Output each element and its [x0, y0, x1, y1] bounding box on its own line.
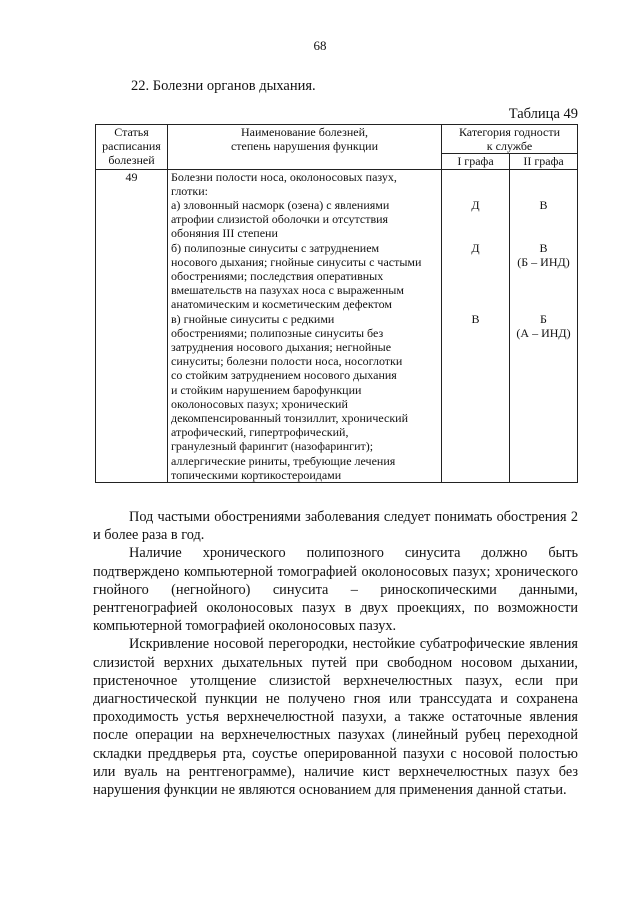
item-b-line: носового дыхания; гнойные синуситы с частыми: [171, 254, 422, 269]
paragraph: Под частыми обострениями заболевания следует понимать обострения 2 и более раза в год.: [93, 509, 578, 544]
fitness-table: [95, 124, 578, 483]
section-title: 22. Болезни органов дыхания.: [131, 78, 316, 94]
item-c-line: гранулезный фарингит (назофарингит);: [171, 439, 374, 454]
grade-2-item-c: Б: [540, 311, 547, 326]
item-b-line: обострениями; последствия оперативных: [171, 269, 384, 284]
grade-column-1: [442, 169, 510, 482]
item-b-line: б) полипозные синуситы с затруднением: [171, 240, 380, 255]
item-c-line: синуситы; болезни полости носа, носоглотки: [171, 354, 403, 369]
item-c-line: затруднения носового дыхания; негнойные: [171, 340, 392, 355]
paragraph: Наличие хронического полипозного синусита должно быть подтверждено компьютерной томографией околоносовых пазух; хронического гнойного (негнойного) синусита – риноскопическими данными, рентгенографией околоносовых пазух в двух проекциях, по возможности компьютерной томографией околоносовых пазух.: [93, 545, 578, 635]
grade-1-item-b: Д: [471, 240, 480, 255]
header-column-2: II графа: [510, 154, 578, 169]
grade-2-item-a: В: [539, 198, 548, 213]
grade-2-item-c-note: (А – ИНД): [516, 325, 571, 340]
item-a-line: обоняния III степени: [171, 226, 278, 241]
grade-column-2: [510, 169, 578, 482]
item-c-line: атрофический, гипертрофический,: [171, 425, 349, 440]
page-number: 68: [313, 38, 327, 53]
header-column-1: I графа: [442, 154, 510, 169]
grade-1-item-a: Д: [471, 198, 480, 213]
grade-1-item-c: В: [471, 311, 480, 326]
item-c-line: обострениями; полипозные синуситы без: [171, 325, 384, 340]
grade-2-item-b-note: (Б – ИНД): [517, 254, 570, 269]
item-c-line: аллергические риниты, требующие лечения: [171, 453, 396, 468]
table-header-row: [96, 125, 578, 154]
item-a-line: атрофии слизистой оболочки и отсутствия: [171, 212, 389, 227]
item-c-line: декомпенсированный тонзиллит, хронический: [171, 411, 409, 426]
item-a-line: а) зловонный насморк (озена) с явлениями: [171, 198, 390, 213]
grade-2-item-b: В: [539, 240, 548, 255]
item-c-line: топическими кортикостероидами: [171, 467, 342, 482]
item-c-line: в) гнойные синуситы с редкими: [171, 311, 335, 326]
item-b-line: анатомическим и косметическим дефектом: [171, 297, 392, 312]
header-category: Категория годности к службе: [442, 125, 578, 154]
item-c-line: околоносовых пазух; хронический: [171, 396, 348, 411]
body-text: [93, 508, 578, 799]
disease-description: Болезни полости носа, околоносовых пазух, глотки: а) зловонный насморк (озена) с явлениями атрофии слизистой оболочки и отсутствия обоняния III степени б) полипозные синуситы с затруднением носового дыхания; гнойные синуситы с частыми обострениями; последствия оперативных вмешательств на пазухах носа с выраженным анатомическим и косметическим дефектом в) гнойные синуситы с редкими обострениями; полипозные синуситы без затруднения носового дыхания; негнойные синуситы; болезни полости носа, носоглотки со стойким затруднением носового дыхания и стойким нарушением барофункции околоносовых пазух; хронический декомпенсированный тонзиллит, хронический атрофический, гипертрофический, гранулезный фарингит (назофарингит); аллергические риниты, требующие лечения топическими кортикостероидами: [168, 169, 442, 482]
header-disease: Наименование болезней, степень нарушения функции: [168, 125, 442, 170]
item-c-line: и стойким нарушением барофункции: [171, 382, 362, 397]
header-article: Статья расписания болезней: [96, 125, 168, 170]
item-c-line: со стойким затруднением носового дыхания: [171, 368, 397, 383]
item-b-line: вмешательств на пазухах носа с выраженным: [171, 283, 404, 298]
table-label: Таблица 49: [508, 106, 578, 122]
paragraph: Искривление носовой перегородки, нестойкие субатрофические явления слизистой верхних дыхательных путей при свободном носовом дыхании, пристеночное утолщение слизистой верхнечелюстных пазух, если при диагностической пункции не получено гноя или транссудата и сохранена проходимость устья верхнечелюстной пазухи, а также остаточные явления после операции на верхнечелюстных пазухах (линейный рубец переходной складки преддверья рта, соустье оперированной пазухи с носовой полостью или вуаль на рентгенограмме), наличие кист верхнечелюстных пазух без нарушения функции не являются основанием для применения данной статьи.: [93, 636, 578, 799]
article-number: 49: [96, 169, 168, 482]
table-row: [96, 169, 578, 482]
